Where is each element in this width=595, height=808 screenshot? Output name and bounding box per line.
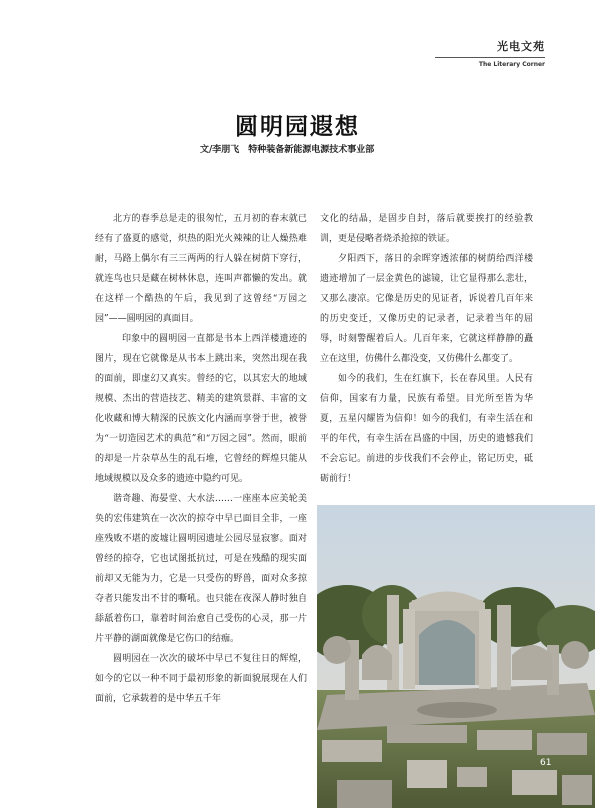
left-column (95, 209, 307, 709)
section-title: 光电文苑 (497, 40, 545, 53)
paragraph: 圆明园在一次次的破坏中早已不复往日的辉煌，如今的它以一种不同于最初形象的新面貌展现在人们面前，它承载着的是中华五千年 (95, 654, 307, 704)
header-divider (435, 57, 545, 58)
article-title: 圆明园遐想 (235, 113, 360, 140)
ruins-illustration (317, 505, 595, 808)
paragraph: 文化的结晶，是固步自封，落后就要挨打的经验教训，更是侵略者烧杀抢掠的铁证。 (320, 214, 533, 244)
section-subtitle: The Literary Corner (478, 61, 545, 68)
article-byline: 文/李朋飞 特种装备新能源电源技术事业部 (200, 145, 375, 155)
paragraph: 夕阳西下，落日的余晖穿透浓郁的树荫给西洋楼遗迹增加了一层金黄色的滤镜，让它显得那么悲壮，又那么凄凉。它像是历史的见证者，诉说着几百年来的历史变迁，又像历史的记录者，记录着当年的屈辱，时刻警醒着后人。几百年来，它就这样静静的矗立在这里，仿佛什么都没变，又仿佛什么都变了。 (320, 254, 533, 364)
right-column (320, 209, 533, 489)
paragraph: 印象中的圆明园一直都是书本上西洋楼遗迹的图片，现在它就像是从书本上跳出来，突然出现在我的面前，即虚幻又真实。曾经的它，以其宏大的地域规模、杰出的营造技艺、精美的建筑景群、丰富的文化收藏和博大精深的民族文化内涵而享誉于世，被誉为“一切造园艺术的典范”和“万园之园”。然而，眼前的却是一片杂草丛生的乱石堆，它曾经的辉煌只能从地域规模以及众多的遗迹中隐约可见。 (95, 334, 307, 484)
paragraph: 谐奇趣、海晏堂、大水法……一座座本应美轮美奂的宏伟建筑在一次次的掠夺中早已面目全非，一座座残败不堪的废墟让圆明园遗址公园尽显寂寥。面对曾经的掠夺，它也试图抵抗过，可是在残酷的现实面前却又无能为力，它是一只受伤的野兽，面对众多掠夺者只能发出不甘的嘶吼。也只能在夜深人静时独自舔舐着伤口，靠着时间治愈自己受伤的心灵，那一片片平静的湖面就像是它伤口的结痂。 (95, 494, 307, 644)
ruins-photo (317, 505, 595, 808)
page-number: 61 (540, 758, 552, 768)
paragraph: 如今的我们，生在红旗下，长在春风里。人民有信仰，国家有力量，民族有希望。目光所至皆为华夏，五星闪耀皆为信仰！如今的我们，有幸生活在和平的年代，有幸生活在昌盛的中国，历史的遗憾我们不会忘记。前进的步伐我们不会停止，铭记历史，砥砺前行！ (320, 374, 533, 484)
paragraph: 北方的春季总是走的很匆忙，五月初的春末就已经有了盛夏的感觉，炽热的阳光火辣辣的让人燥热难耐，马路上偶尔有三三两两的行人躲在树荫下穿行，就连鸟也只是藏在树林休息，连叫声都懒的发出。就在这样一个酷热的午后，我见到了这曾经“万园之园”——圆明园的真面目。 (95, 214, 307, 324)
